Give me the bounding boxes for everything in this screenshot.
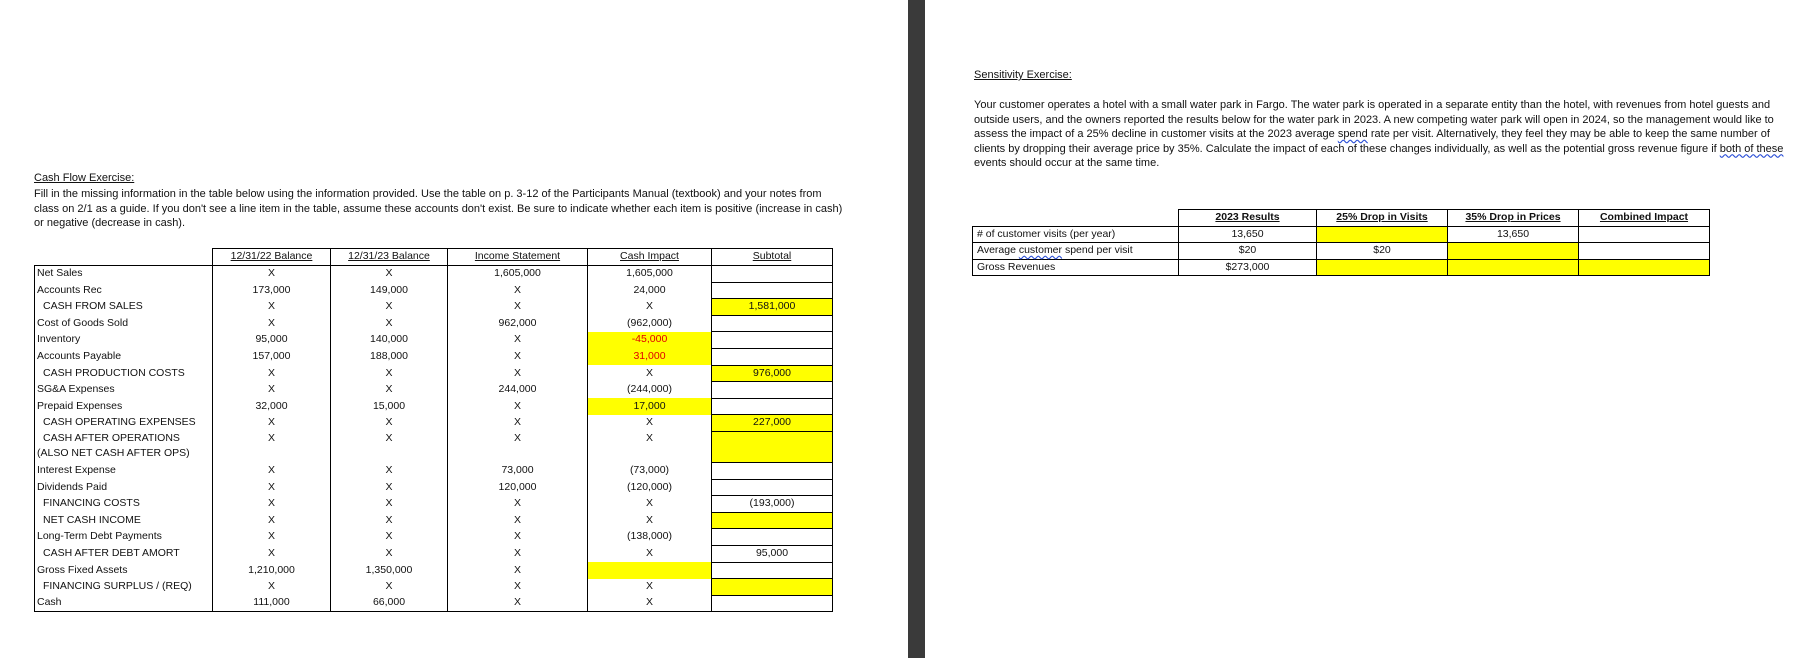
cell-2023: 15,000	[331, 398, 448, 415]
cell-2023: X	[331, 496, 448, 513]
cell-cash: (138,000)	[588, 529, 712, 546]
cell-cash: X	[588, 512, 712, 529]
table-row	[35, 365, 833, 382]
col-header-cash: Cash Impact	[588, 249, 712, 266]
row-label-line-1: CASH AFTER OPERATIONS	[43, 432, 180, 445]
cell-subtotal	[712, 579, 833, 596]
cell-subtotal	[712, 398, 833, 415]
cell-subtotal	[712, 479, 833, 496]
cell-subtotal	[712, 462, 833, 479]
cell-2022: 1,210,000	[213, 562, 331, 579]
table-row	[973, 226, 1710, 243]
cell-income: 1,605,000	[448, 266, 588, 283]
table-row	[35, 415, 833, 432]
cell-2023: 149,000	[331, 282, 448, 299]
cell-income: X	[448, 512, 588, 529]
cell-cash: (962,000)	[588, 315, 712, 332]
col-header-2022: 12/31/22 Balance	[213, 249, 331, 266]
cell-subtotal	[712, 266, 833, 283]
table-row	[35, 595, 833, 612]
row-label: CASH AFTER DEBT AMORT	[35, 545, 213, 562]
cell-subtotal: 1,581,000	[712, 299, 833, 316]
cell-2022: X	[213, 496, 331, 513]
paragraph-part-2: rate per visit. Alternatively, they feel they may be able to keep the same number of clients by dropping their average price by 35%. Calculate the impact of each of these changes individually, as well as the potential gross revenue figure if	[974, 128, 1770, 155]
table-row	[35, 382, 833, 399]
cell-2023: X	[331, 415, 448, 432]
cell-cash: X	[588, 365, 712, 382]
col-header-2023: 12/31/23 Balance	[331, 249, 448, 266]
cell-cash: X	[588, 545, 712, 562]
row-label: CASH OPERATING EXPENSES	[35, 415, 213, 432]
row-label: FINANCING SURPLUS / (REQ)	[35, 579, 213, 596]
col-header-income: Income Statement	[448, 249, 588, 266]
cell-2022: X	[213, 382, 331, 399]
table-row	[35, 479, 833, 496]
cell-subtotal: 95,000	[712, 545, 833, 562]
cell-cash: 24,000	[588, 282, 712, 299]
cell-2023: X	[331, 512, 448, 529]
cell-income: X	[448, 398, 588, 415]
cell-drop-prices: 13,650	[1448, 226, 1579, 243]
cell-drop-visits	[1317, 226, 1448, 243]
row-label: FINANCING COSTS	[35, 496, 213, 513]
cell-2023-results: $273,000	[1179, 259, 1317, 276]
table-row	[973, 243, 1710, 260]
cash-flow-instructions: Fill in the missing information in the table below using the information provided. Use the table on p. 3-12 of the Participants Manual (textbook) and your notes from class on 2/1 as a guide. If you don't see a line item in the table, assume these accounts don't exist. Be sure to indicate whether each item is positive (increase in cash) or negative (decrease in cash).	[34, 188, 843, 229]
cell-income: X	[448, 332, 588, 349]
table-row	[35, 462, 833, 479]
table-row	[35, 496, 833, 513]
cell-2022: 95,000	[213, 332, 331, 349]
right-page	[925, 0, 1812, 658]
cell-2022: X	[213, 315, 331, 332]
cell-2023: X	[331, 315, 448, 332]
cell-2023: X	[331, 431, 448, 462]
cell-2022: 157,000	[213, 348, 331, 365]
cell-2022: X	[213, 266, 331, 283]
cash-flow-heading: Cash Flow Exercise:	[34, 172, 135, 184]
cell-combined	[1579, 259, 1710, 276]
cell-cash: X	[588, 595, 712, 612]
cell-2023: X	[331, 365, 448, 382]
cell-income: X	[448, 562, 588, 579]
paragraph-part-1: Your customer operates a hotel with a small water park in Fargo. The water park is operated in a separate entity than the hotel, with revenues from hotel guests and outside users, and the owners reported the results below for the water park in 2023. A new competing water park will open in 2024, so the management would like to assess the impact of a 25% decline in customer visits at the 2023 average	[974, 99, 1774, 140]
cell-2022: X	[213, 415, 331, 432]
table-row	[35, 562, 833, 579]
row-label: Gross Fixed Assets	[35, 562, 213, 579]
row-label: Cost of Goods Sold	[35, 315, 213, 332]
cell-subtotal	[712, 282, 833, 299]
cell-cash: X	[588, 579, 712, 596]
cell-cash: 1,605,000	[588, 266, 712, 283]
cell-cash: X	[588, 431, 712, 462]
cell-cash: X	[588, 415, 712, 432]
cell-2023: X	[331, 299, 448, 316]
cell-subtotal	[712, 332, 833, 349]
cell-cash: -45,000	[588, 332, 712, 349]
cell-income: X	[448, 529, 588, 546]
table-row	[35, 512, 833, 529]
cell-income: X	[448, 415, 588, 432]
row-label: CASH FROM SALES	[35, 299, 213, 316]
cell-2023: X	[331, 382, 448, 399]
cell-subtotal: 976,000	[712, 365, 833, 382]
spelling-flag: spend	[1337, 128, 1368, 140]
row-label-line-2: (ALSO NET CASH AFTER OPS)	[37, 447, 190, 460]
col-header-combined: Combined Impact	[1579, 210, 1710, 227]
cell-2022: 173,000	[213, 282, 331, 299]
cell-cash: 17,000	[588, 398, 712, 415]
col-header-drop-prices: 35% Drop in Prices	[1448, 210, 1579, 227]
cell-income: X	[448, 299, 588, 316]
table-row	[35, 398, 833, 415]
cell-income: X	[448, 282, 588, 299]
cell-2023: X	[331, 545, 448, 562]
cell-income: X	[448, 348, 588, 365]
cell-2022: X	[213, 462, 331, 479]
paragraph-part-3: events should occur at the same time.	[974, 157, 1160, 169]
spelling-flag: both of these	[1719, 142, 1784, 155]
table-row	[973, 259, 1710, 276]
row-label: CASH PRODUCTION COSTS	[35, 365, 213, 382]
cell-drop-prices	[1448, 243, 1579, 260]
cell-2023: 66,000	[331, 595, 448, 612]
table-row	[35, 315, 833, 332]
table-row	[35, 348, 833, 365]
cell-drop-visits	[1317, 259, 1448, 276]
sensitivity-table	[972, 209, 1710, 276]
cell-2023-results: $20	[1179, 243, 1317, 260]
cell-2022: X	[213, 579, 331, 596]
table-row	[35, 579, 833, 596]
cell-subtotal	[712, 315, 833, 332]
cell-cash: X	[588, 496, 712, 513]
table-row	[35, 545, 833, 562]
cell-drop-prices	[1448, 259, 1579, 276]
row-label	[35, 431, 213, 462]
cell-2022: X	[213, 545, 331, 562]
cash-flow-header-row	[35, 249, 833, 266]
cell-2023-results: 13,650	[1179, 226, 1317, 243]
row-label: Gross Revenues	[973, 259, 1179, 276]
col-header-drop-visits: 25% Drop in Visits	[1317, 210, 1448, 227]
row-label: SG&A Expenses	[35, 382, 213, 399]
table-row	[35, 299, 833, 316]
row-label: Cash	[35, 595, 213, 612]
cell-cash: (73,000)	[588, 462, 712, 479]
cell-cash: X	[588, 299, 712, 316]
cell-income: 962,000	[448, 315, 588, 332]
row-label: Prepaid Expenses	[35, 398, 213, 415]
cell-income: X	[448, 431, 588, 462]
cash-flow-table	[34, 248, 833, 612]
cell-2022: X	[213, 299, 331, 316]
cell-cash: 31,000	[588, 348, 712, 365]
header-blank	[35, 249, 213, 266]
cell-subtotal: (193,000)	[712, 496, 833, 513]
cell-income: X	[448, 545, 588, 562]
cell-2023: X	[331, 266, 448, 283]
col-header-subtotal: Subtotal	[712, 249, 833, 266]
table-row	[35, 332, 833, 349]
cell-combined	[1579, 226, 1710, 243]
cell-income: X	[448, 579, 588, 596]
cell-2023: 1,350,000	[331, 562, 448, 579]
table-row	[35, 266, 833, 283]
cell-2022: 111,000	[213, 595, 331, 612]
cell-2023: 188,000	[331, 348, 448, 365]
spelling-flag: customer	[1018, 244, 1063, 256]
cell-2023: X	[331, 479, 448, 496]
sensitivity-paragraph	[974, 98, 1800, 171]
cell-2023: 140,000	[331, 332, 448, 349]
table-row	[35, 529, 833, 546]
row-label	[973, 243, 1179, 260]
cell-cash: (120,000)	[588, 479, 712, 496]
cell-subtotal	[712, 512, 833, 529]
cell-income: X	[448, 365, 588, 382]
cell-subtotal	[712, 348, 833, 365]
cell-2022: X	[213, 529, 331, 546]
col-header-2023-results: 2023 Results	[1179, 210, 1317, 227]
header-blank	[973, 210, 1179, 227]
row-label: Interest Expense	[35, 462, 213, 479]
cell-income: 73,000	[448, 462, 588, 479]
cell-2022: X	[213, 512, 331, 529]
row-label-part: spend per visit	[1062, 244, 1133, 256]
row-label: Inventory	[35, 332, 213, 349]
cell-income: X	[448, 496, 588, 513]
row-label: Net Sales	[35, 266, 213, 283]
row-label: Long-Term Debt Payments	[35, 529, 213, 546]
cell-cash	[588, 562, 712, 579]
cell-2023: X	[331, 579, 448, 596]
cell-2022: X	[213, 479, 331, 496]
cell-subtotal	[712, 529, 833, 546]
row-label: NET CASH INCOME	[35, 512, 213, 529]
cell-2022: 32,000	[213, 398, 331, 415]
cell-subtotal	[712, 431, 833, 462]
cell-income: X	[448, 595, 588, 612]
cell-2022: X	[213, 365, 331, 382]
table-row	[35, 431, 833, 462]
row-label: Accounts Payable	[35, 348, 213, 365]
cell-subtotal	[712, 595, 833, 612]
row-label-part: Average	[977, 244, 1019, 256]
cell-subtotal: 227,000	[712, 415, 833, 432]
cell-income: 244,000	[448, 382, 588, 399]
row-label: Accounts Rec	[35, 282, 213, 299]
cell-2023: X	[331, 529, 448, 546]
page-divider	[908, 0, 925, 658]
cell-subtotal	[712, 562, 833, 579]
cell-subtotal	[712, 382, 833, 399]
cell-drop-visits: $20	[1317, 243, 1448, 260]
cell-2022: X	[213, 431, 331, 462]
table-row	[35, 282, 833, 299]
row-label: Dividends Paid	[35, 479, 213, 496]
sensitivity-heading: Sensitivity Exercise:	[974, 69, 1072, 81]
row-label: # of customer visits (per year)	[973, 226, 1179, 243]
sensitivity-header-row	[973, 210, 1710, 227]
cell-combined	[1579, 243, 1710, 260]
cell-cash: (244,000)	[588, 382, 712, 399]
cell-income: 120,000	[448, 479, 588, 496]
cell-2023: X	[331, 462, 448, 479]
